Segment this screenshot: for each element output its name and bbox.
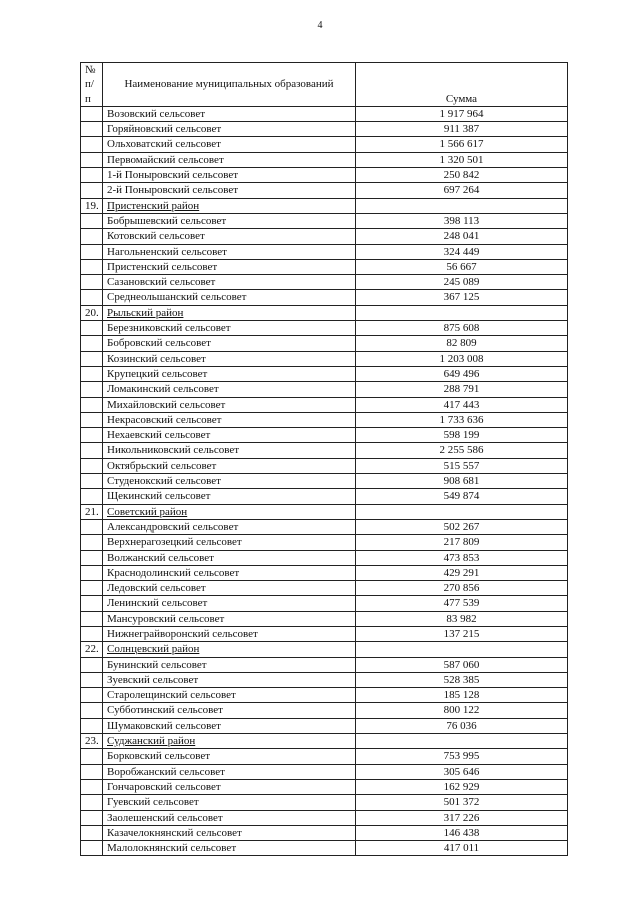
table-row — [81, 321, 568, 336]
municipality-name: Первомайский сельсовет — [103, 152, 356, 167]
municipality-name: Воробжанский сельсовет — [103, 764, 356, 779]
row-number: 21. — [81, 504, 103, 519]
municipality-name: Мансуровский сельсовет — [103, 611, 356, 626]
row-number — [81, 229, 103, 244]
sum-value: 417 443 — [356, 397, 568, 412]
sum-value: 800 122 — [356, 703, 568, 718]
sum-value: 324 449 — [356, 244, 568, 259]
table-row — [81, 106, 568, 121]
row-number — [81, 244, 103, 259]
sum-value: 56 667 — [356, 259, 568, 274]
municipality-name: Среднеольшанский сельсовет — [103, 290, 356, 305]
table-row — [81, 810, 568, 825]
row-number — [81, 458, 103, 473]
municipality-name: Нехаевский сельсовет — [103, 428, 356, 443]
row-number: 19. — [81, 198, 103, 213]
municipality-name: Котовский сельсовет — [103, 229, 356, 244]
municipality-name: Никольниковский сельсовет — [103, 443, 356, 458]
district-row — [81, 642, 568, 657]
district-row — [81, 504, 568, 519]
row-number: 22. — [81, 642, 103, 657]
row-number — [81, 779, 103, 794]
municipality-name: Горяйновский сельсовет — [103, 122, 356, 137]
municipality-name: Малолокнянский сельсовет — [103, 841, 356, 856]
municipality-name: Гуевский сельсовет — [103, 795, 356, 810]
table-row — [81, 779, 568, 794]
municipality-name: Борковский сельсовет — [103, 749, 356, 764]
table-row — [81, 703, 568, 718]
row-number — [81, 412, 103, 427]
sum-value: 875 608 — [356, 321, 568, 336]
municipality-name: Волжанский сельсовет — [103, 550, 356, 565]
sum-value: 908 681 — [356, 474, 568, 489]
sum-value: 697 264 — [356, 183, 568, 198]
row-number — [81, 474, 103, 489]
municipality-name: Заолешенский сельсовет — [103, 810, 356, 825]
table-row — [81, 749, 568, 764]
sum-value: 248 041 — [356, 229, 568, 244]
row-number — [81, 718, 103, 733]
table-row — [81, 657, 568, 672]
municipality-name: Казачелокнянский сельсовет — [103, 825, 356, 840]
table-header-row — [81, 63, 568, 107]
table-row — [81, 152, 568, 167]
sum-value — [356, 734, 568, 749]
row-number — [81, 213, 103, 228]
sum-value: 146 438 — [356, 825, 568, 840]
table-row — [81, 672, 568, 687]
table-row — [81, 382, 568, 397]
table-row — [81, 764, 568, 779]
row-number — [81, 672, 103, 687]
municipality-name: Бобрышевский сельсовет — [103, 213, 356, 228]
row-number — [81, 749, 103, 764]
municipality-name: Октябрьский сельсовет — [103, 458, 356, 473]
district-name: Суджанский район — [103, 734, 356, 749]
municipality-name: Старолещинский сельсовет — [103, 688, 356, 703]
row-number — [81, 321, 103, 336]
district-name: Солнцевский район — [103, 642, 356, 657]
sum-value — [356, 198, 568, 213]
sum-value: 2 255 586 — [356, 443, 568, 458]
table-row — [81, 626, 568, 641]
table-row — [81, 443, 568, 458]
municipality-name: Возовский сельсовет — [103, 106, 356, 121]
row-number — [81, 688, 103, 703]
municipality-name: Березниковский сельсовет — [103, 321, 356, 336]
table-row — [81, 229, 568, 244]
row-number — [81, 183, 103, 198]
municipality-name: Ледовский сельсовет — [103, 581, 356, 596]
table-row — [81, 428, 568, 443]
row-number — [81, 825, 103, 840]
table-row — [81, 122, 568, 137]
table-row — [81, 718, 568, 733]
row-number — [81, 382, 103, 397]
table-row — [81, 611, 568, 626]
district-row — [81, 305, 568, 320]
row-number — [81, 275, 103, 290]
municipality-name: Верхнерагозецкий сельсовет — [103, 535, 356, 550]
sum-value: 1 566 617 — [356, 137, 568, 152]
sum-value: 76 036 — [356, 718, 568, 733]
district-row — [81, 734, 568, 749]
page-number: 4 — [317, 20, 323, 31]
municipality-name: Бобровский сельсовет — [103, 336, 356, 351]
table-row — [81, 596, 568, 611]
row-number — [81, 657, 103, 672]
municipal-sums-table — [80, 62, 568, 856]
municipality-name: Ломакинский сельсовет — [103, 382, 356, 397]
sum-value: 753 995 — [356, 749, 568, 764]
municipality-name: Зуевский сельсовет — [103, 672, 356, 687]
table-row — [81, 688, 568, 703]
municipality-name: Александровский сельсовет — [103, 519, 356, 534]
municipality-name: Некрасовский сельсовет — [103, 412, 356, 427]
table-row — [81, 244, 568, 259]
sum-value: 515 557 — [356, 458, 568, 473]
table-row — [81, 581, 568, 596]
municipality-name: Крупецкий сельсовет — [103, 366, 356, 381]
sum-value: 528 385 — [356, 672, 568, 687]
sum-value: 1 203 008 — [356, 351, 568, 366]
header-number: № п/п — [81, 63, 103, 107]
table-row — [81, 137, 568, 152]
sum-value: 473 853 — [356, 550, 568, 565]
table-row — [81, 351, 568, 366]
municipality-name: Краснодолинский сельсовет — [103, 565, 356, 580]
table-body — [81, 106, 568, 856]
row-number — [81, 397, 103, 412]
municipality-name: Ольховатский сельсовет — [103, 137, 356, 152]
row-number — [81, 137, 103, 152]
table-row — [81, 168, 568, 183]
table-row — [81, 275, 568, 290]
row-number — [81, 626, 103, 641]
row-number — [81, 443, 103, 458]
municipality-name: Ленинский сельсовет — [103, 596, 356, 611]
row-number — [81, 290, 103, 305]
sum-value: 549 874 — [356, 489, 568, 504]
table-row — [81, 183, 568, 198]
sum-value: 317 226 — [356, 810, 568, 825]
table-row — [81, 550, 568, 565]
municipality-name: 1-й Поныровский сельсовет — [103, 168, 356, 183]
table-row — [81, 795, 568, 810]
table-row — [81, 290, 568, 305]
sum-value: 502 267 — [356, 519, 568, 534]
row-number — [81, 841, 103, 856]
district-name: Советский район — [103, 504, 356, 519]
sum-value: 185 128 — [356, 688, 568, 703]
municipality-name: Сазановский сельсовет — [103, 275, 356, 290]
sum-value — [356, 504, 568, 519]
table-row — [81, 366, 568, 381]
sum-value: 911 387 — [356, 122, 568, 137]
sum-value: 245 089 — [356, 275, 568, 290]
row-number — [81, 489, 103, 504]
header-sum: Сумма — [356, 63, 568, 107]
row-number — [81, 519, 103, 534]
table-row — [81, 474, 568, 489]
municipality-name: 2-й Поныровский сельсовет — [103, 183, 356, 198]
sum-value: 398 113 — [356, 213, 568, 228]
table-row — [81, 825, 568, 840]
municipality-name: Бунинский сельсовет — [103, 657, 356, 672]
sum-value: 137 215 — [356, 626, 568, 641]
municipality-name: Шумаковский сельсовет — [103, 718, 356, 733]
sum-value: 417 011 — [356, 841, 568, 856]
sum-value: 429 291 — [356, 565, 568, 580]
sum-value: 82 809 — [356, 336, 568, 351]
sum-value: 250 842 — [356, 168, 568, 183]
municipality-name: Козинский сельсовет — [103, 351, 356, 366]
sum-value: 477 539 — [356, 596, 568, 611]
table-row — [81, 213, 568, 228]
district-name: Пристенский район — [103, 198, 356, 213]
table-row — [81, 458, 568, 473]
row-number — [81, 428, 103, 443]
sum-value: 367 125 — [356, 290, 568, 305]
row-number — [81, 596, 103, 611]
row-number — [81, 168, 103, 183]
municipality-name: Щекинский сельсовет — [103, 489, 356, 504]
sum-value: 598 199 — [356, 428, 568, 443]
municipality-name: Михайловский сельсовет — [103, 397, 356, 412]
sum-value: 270 856 — [356, 581, 568, 596]
sum-value: 217 809 — [356, 535, 568, 550]
table-row — [81, 412, 568, 427]
row-number — [81, 122, 103, 137]
sum-value: 1 733 636 — [356, 412, 568, 427]
row-number — [81, 259, 103, 274]
table-row — [81, 336, 568, 351]
sum-value: 1 917 964 — [356, 106, 568, 121]
municipality-name: Студенокский сельсовет — [103, 474, 356, 489]
row-number — [81, 366, 103, 381]
sum-value: 288 791 — [356, 382, 568, 397]
table-row — [81, 519, 568, 534]
sum-value — [356, 642, 568, 657]
sum-value: 305 646 — [356, 764, 568, 779]
district-row — [81, 198, 568, 213]
table-row — [81, 565, 568, 580]
municipality-name: Субботинский сельсовет — [103, 703, 356, 718]
municipality-name: Пристенский сельсовет — [103, 259, 356, 274]
row-number — [81, 351, 103, 366]
row-number — [81, 535, 103, 550]
row-number — [81, 152, 103, 167]
sum-value: 162 929 — [356, 779, 568, 794]
row-number — [81, 611, 103, 626]
sum-value: 587 060 — [356, 657, 568, 672]
sum-value: 83 982 — [356, 611, 568, 626]
header-name: Наименование муниципальных образований — [103, 63, 356, 107]
sum-value: 1 320 501 — [356, 152, 568, 167]
row-number — [81, 106, 103, 121]
table-row — [81, 535, 568, 550]
table-row — [81, 489, 568, 504]
row-number — [81, 703, 103, 718]
table-row — [81, 259, 568, 274]
municipality-name: Нижнеграйворонский сельсовет — [103, 626, 356, 641]
row-number — [81, 581, 103, 596]
row-number — [81, 810, 103, 825]
row-number — [81, 565, 103, 580]
row-number — [81, 550, 103, 565]
row-number: 20. — [81, 305, 103, 320]
district-name: Рыльский район — [103, 305, 356, 320]
row-number — [81, 764, 103, 779]
table-row — [81, 841, 568, 856]
municipality-name: Гончаровский сельсовет — [103, 779, 356, 794]
row-number: 23. — [81, 734, 103, 749]
sum-value — [356, 305, 568, 320]
sum-value: 649 496 — [356, 366, 568, 381]
municipality-name: Нагольненский сельсовет — [103, 244, 356, 259]
row-number — [81, 336, 103, 351]
table-row — [81, 397, 568, 412]
row-number — [81, 795, 103, 810]
sum-value: 501 372 — [356, 795, 568, 810]
